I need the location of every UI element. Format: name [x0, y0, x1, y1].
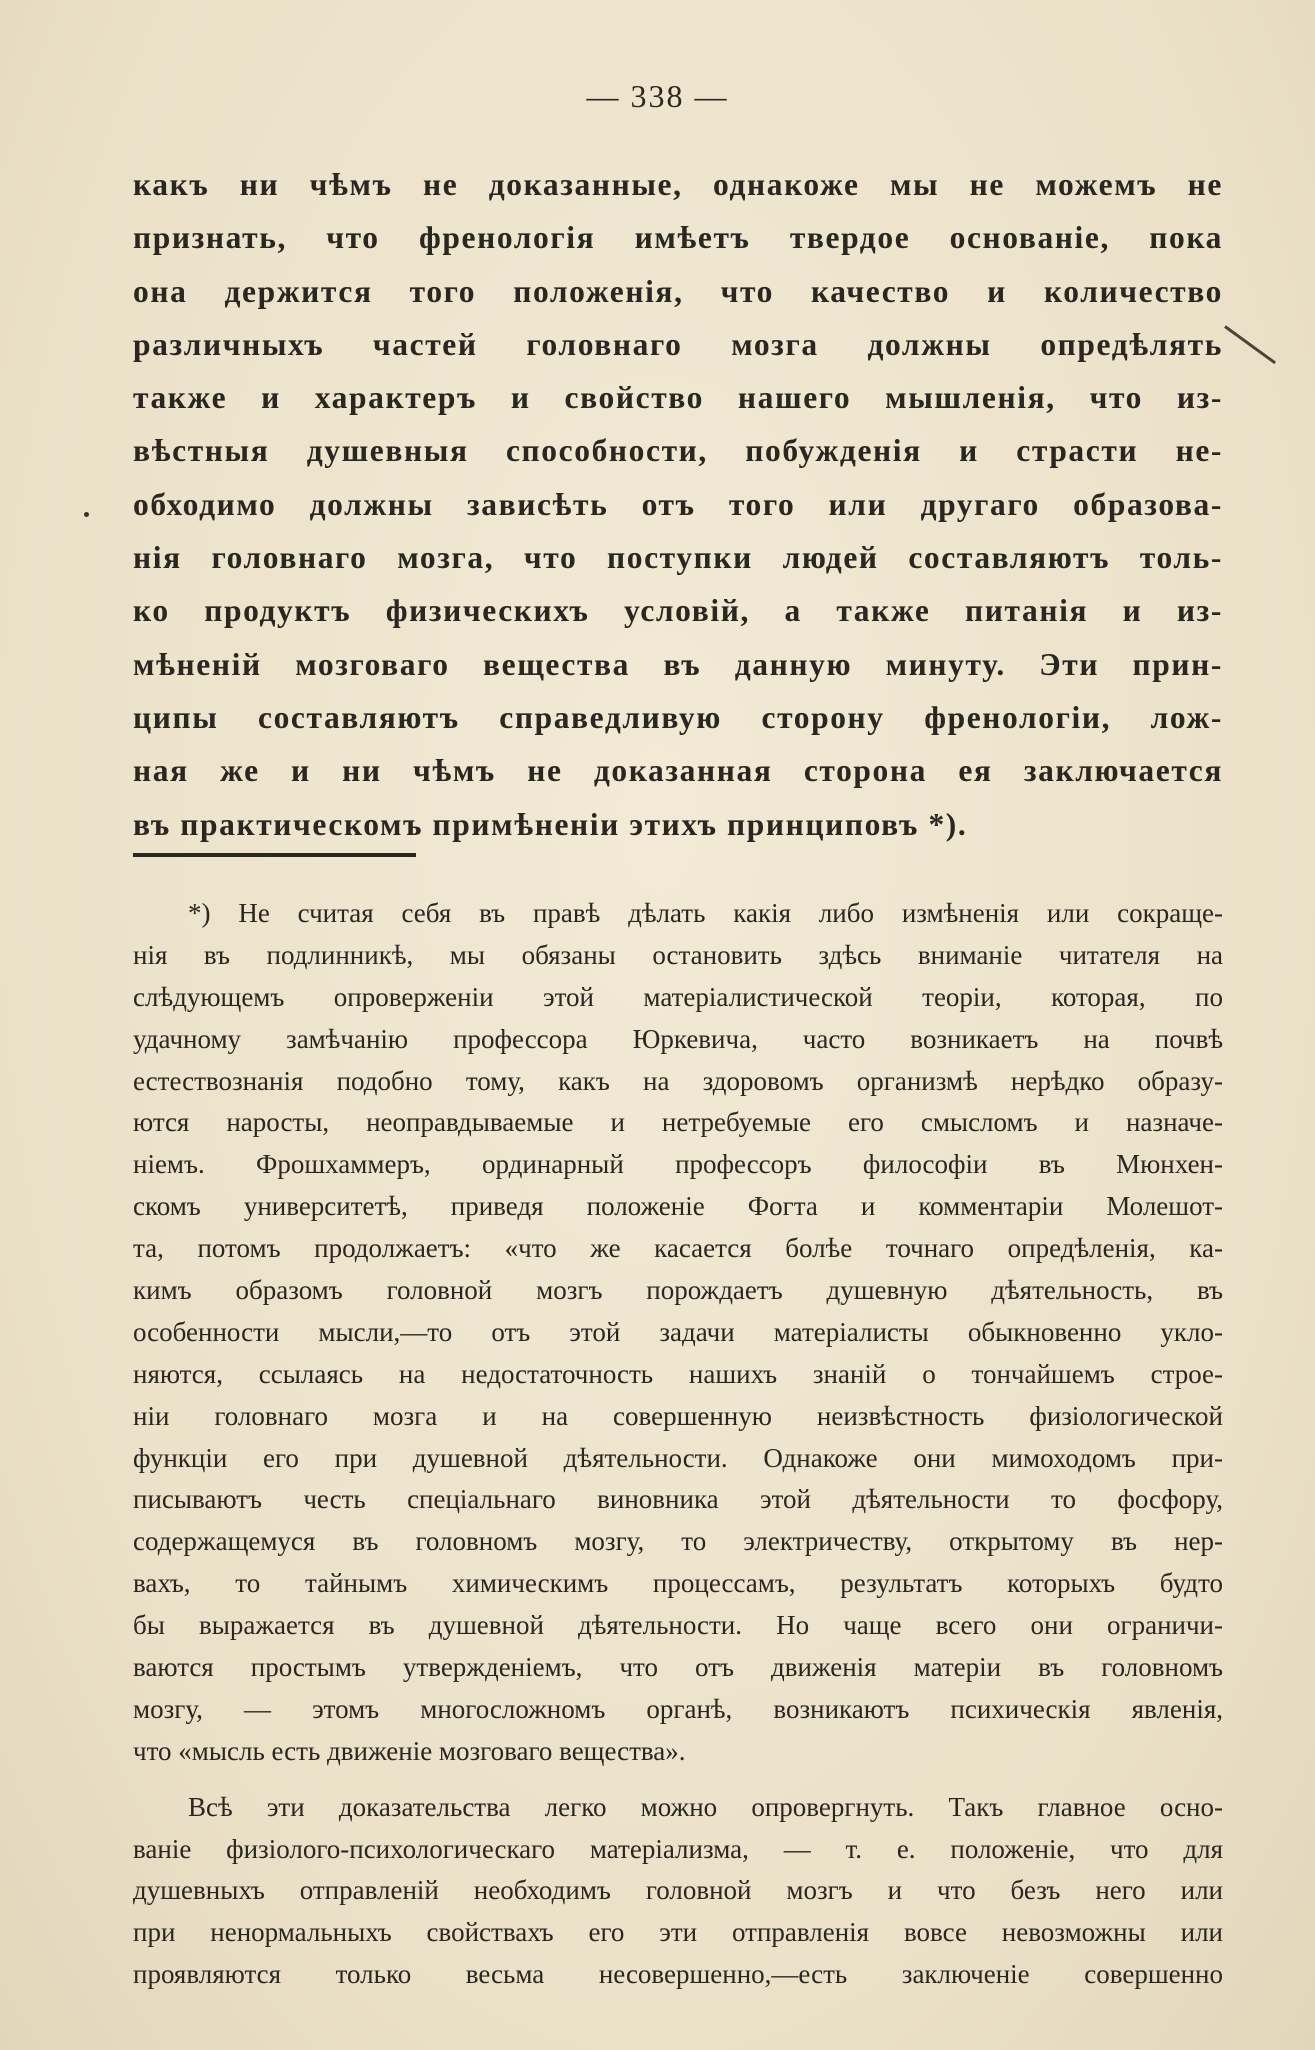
footnote-line: естествознанія подобно тому, какъ на здоровомъ организмѣ нерѣдко образу-: [133, 1065, 1223, 1096]
footnote-line: при ненормальныхъ свойствахъ его эти отправленія вовсе невозможны или: [133, 1917, 1223, 1948]
footnote-line: слѣдующемъ опроверженіи этой матеріалистической теоріи, которая, по: [133, 981, 1223, 1012]
footnote-line: скомъ университетѣ, приведя положеніе Фогта и комментаріи Молешот-: [133, 1191, 1223, 1222]
text-line: обходимо должны зависѣть отъ того или другаго образова-: [133, 486, 1223, 522]
text-line: также и характеръ и свойство нашего мышленія, что из-: [133, 380, 1223, 416]
footnote-line: душевныхъ отправленій необходимъ головной мозгъ и что безъ него или: [133, 1875, 1223, 1906]
margin-pencil-mark: [1224, 325, 1276, 364]
main-paragraph: [133, 158, 1223, 851]
footnote-line: няются, ссылаясь на недостаточность нашихъ знаній о тончайшемъ строе-: [133, 1358, 1223, 1389]
page-number: — 338 —: [586, 78, 729, 114]
footnote-line: что «мысль есть движеніе мозговаго вещества».: [133, 1735, 686, 1766]
footnote-line: мозгу, — этомъ многосложномъ органѣ, возникаютъ психическія явленія,: [133, 1693, 1223, 1724]
footnote-line: бы выражается въ душевной дѣятельности. Но чаще всего они ограничи-: [133, 1610, 1223, 1641]
footnote-line: *) Не считая себя въ правѣ дѣлать какія либо измѣненія или сокраще-: [188, 898, 1223, 928]
footnote-line: ются наросты, неоправдываемые и нетребуемые его смысломъ и назначе-: [133, 1107, 1223, 1138]
footnote-line: Всѣ эти доказательства легко можно опровергнуть. Такъ главное осно-: [188, 1791, 1223, 1822]
footnote-line: ніемъ. Фрошхаммеръ, ординарный профессоръ философіи въ Мюнхен-: [133, 1149, 1223, 1180]
footnote-line: нія въ подлинникѣ, мы обязаны остановить здѣсь вниманіе читателя на: [133, 939, 1223, 970]
text-line: какъ ни чѣмъ не доказанные, однакоже мы не можемъ не: [133, 167, 1223, 202]
footnote-line: вахъ, то тайнымъ химическимъ процессамъ, результатъ которыхъ будто: [133, 1568, 1223, 1599]
footnote-line: та, потомъ продолжаетъ: «что же касается болѣе точнаго опредѣленія, ка-: [133, 1233, 1223, 1264]
footnote-line: ваются простымъ утвержденіемъ, что отъ движенія матеріи въ головномъ: [133, 1652, 1223, 1683]
footnote-line: особенности мысли,—то отъ этой задачи матеріалисты обыкновенно укло-: [133, 1316, 1223, 1347]
footnote-line: кимъ образомъ головной мозгъ порождаетъ душевную дѣятельность, въ: [133, 1275, 1223, 1306]
footnote-line: функціи его при душевной дѣятельности. Однакоже они мимоходомъ при-: [133, 1442, 1223, 1473]
text-line: признать, что френологія имѣетъ твердое основаніе, пока: [133, 220, 1223, 256]
text-line: нія головнаго мозга, что поступки людей составляютъ толь-: [133, 540, 1223, 576]
text-line: вѣстныя душевныя способности, побужденія и страсти не-: [133, 433, 1223, 469]
text-line: она держится того положенія, что качество и количество: [133, 273, 1223, 309]
text-line: ципы составляютъ справедливую сторону френологіи, лож-: [133, 699, 1223, 735]
text-line: ко продуктъ физическихъ условій, а также питанія и из-: [133, 593, 1223, 629]
text-line: различныхъ частей головнаго мозга должны опредѣлять: [133, 326, 1223, 362]
paragraph-gap: [133, 1773, 1223, 1787]
footnote-line: ніи головнаго мозга и на совершенную неизвѣстность физіологической: [133, 1400, 1223, 1431]
footnote-line: ваніе физіолого-психологическаго матеріализма, — т. е. положеніе, что для: [133, 1833, 1223, 1864]
text-line: ная же и ни чѣмъ не доказанная сторона ея заключается: [133, 753, 1223, 789]
footnote-line: содержащемуся въ головномъ мозгу, то электричеству, открытому въ нер-: [133, 1526, 1223, 1557]
footnote-line: писываютъ честь спеціальнаго виновника этой дѣятельности то фосфору,: [133, 1484, 1223, 1515]
footnote-divider: [133, 853, 416, 857]
footnote-line: проявляются только весьма несовершенно,—есть заключеніе совершенно: [133, 1959, 1223, 1990]
footnote: [133, 893, 1223, 1996]
text-line: мѣненій мозговаго вещества въ данную минуту. Эти прин-: [133, 646, 1223, 682]
text-line: въ практическомъ примѣненіи этихъ принциповъ *).: [133, 806, 968, 842]
margin-dot-mark: [84, 512, 89, 517]
footnote-line: удачному замѣчанію профессора Юркевича, часто возникаетъ на почвѣ: [133, 1023, 1223, 1054]
